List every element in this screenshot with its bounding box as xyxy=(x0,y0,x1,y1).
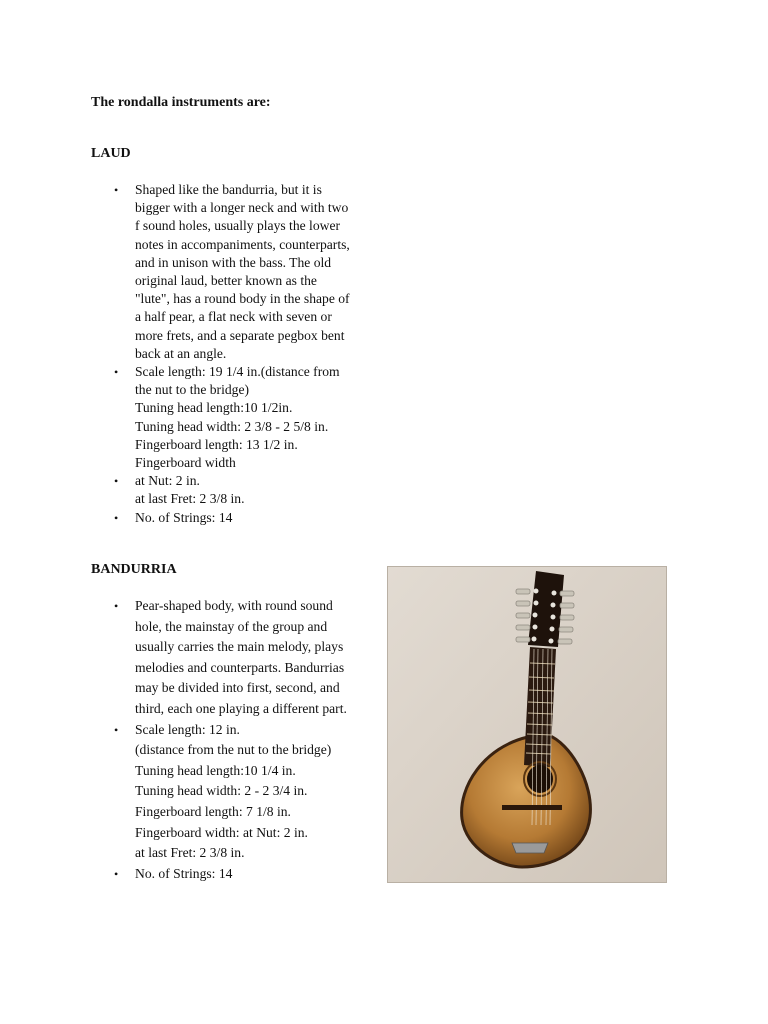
laud-nut-line: at last Fret: 2 3/8 in. xyxy=(135,491,245,507)
bandurria-spec-line: (distance from the nut to the bridge) xyxy=(135,742,332,758)
laud-desc-line: original laud, better known as the xyxy=(135,273,317,289)
bandurria-heading: BANDURRIA xyxy=(91,562,177,577)
laud-spec-line: Tuning head length:10 1/2in. xyxy=(135,400,293,416)
bandurria-desc-line: Pear-shaped body, with round sound xyxy=(135,598,333,613)
laud-desc-line: back at an angle. xyxy=(135,345,227,361)
bandurria-spec-line: Tuning head width: 2 - 2 3/4 in. xyxy=(135,783,308,799)
bullet-icon: • xyxy=(114,510,119,525)
bullet-icon: • xyxy=(114,183,119,197)
laud-desc-line: notes in accompaniments, counterparts, xyxy=(135,236,350,252)
bandurria-image xyxy=(388,567,666,882)
bandurria-strings-line: No. of Strings: 14 xyxy=(135,865,233,881)
bandurria-item-description xyxy=(114,596,347,720)
laud-strings-line: No. of Strings: 14 xyxy=(135,509,233,525)
bandurria-spec-line: Scale length: 12 in. xyxy=(135,721,240,737)
sound-hole xyxy=(527,765,553,793)
bullet-icon: • xyxy=(114,474,119,489)
tailpiece xyxy=(512,843,548,853)
bullet-icon: • xyxy=(114,599,119,613)
bandurria-spec-line: at last Fret: 2 3/8 in. xyxy=(135,845,245,861)
bandurria-photo xyxy=(387,566,667,883)
laud-list xyxy=(114,181,350,527)
laud-item-specs xyxy=(114,363,350,472)
laud-heading: LAUD xyxy=(91,146,131,161)
laud-desc-line: bigger with a longer neck and with two xyxy=(135,200,349,216)
laud-desc-line: and in unison with the bass. The old xyxy=(135,254,332,270)
bandurria-list xyxy=(114,596,347,884)
laud-desc-line: f sound holes, usually plays the lower xyxy=(135,218,341,234)
bullet-icon: • xyxy=(114,722,119,737)
bandurria-desc-line: third, each one playing a different part. xyxy=(135,700,347,716)
laud-spec-line: the nut to the bridge) xyxy=(135,382,250,398)
laud-item-description xyxy=(114,181,350,363)
bandurria-spec-line: Fingerboard length: 7 1/8 in. xyxy=(135,803,291,819)
bandurria-spec-line: Fingerboard width: at Nut: 2 in. xyxy=(135,824,308,840)
laud-spec-line: Fingerboard width xyxy=(135,455,236,471)
laud-desc-line: "lute", has a round body in the shape of xyxy=(135,291,350,307)
bandurria-desc-line: melodies and counterparts. Bandurrias xyxy=(135,659,345,675)
bandurria-item-specs xyxy=(114,720,347,864)
intro-heading: The rondalla instruments are: xyxy=(91,95,271,110)
laud-spec-line: Fingerboard length: 13 1/2 in. xyxy=(135,436,298,452)
bandurria-desc-line: hole, the mainstay of the group and xyxy=(135,618,328,634)
bandurria-desc-line: may be divided into first, second, and xyxy=(135,680,340,696)
laud-nut-line: at Nut: 2 in. xyxy=(135,473,200,489)
laud-spec-line: Tuning head width: 2 3/8 - 2 5/8 in. xyxy=(135,418,329,434)
laud-spec-line: Scale length: 19 1/4 in.(distance from xyxy=(135,364,340,380)
bullet-icon: • xyxy=(114,866,119,881)
bandurria-item-strings xyxy=(114,864,347,885)
laud-desc-line: Shaped like the bandurria, but it is xyxy=(135,182,322,197)
bandurria-desc-line: usually carries the main melody, plays xyxy=(135,639,344,655)
bandurria-spec-line: Tuning head length:10 1/4 in. xyxy=(135,762,296,778)
laud-item-strings xyxy=(114,509,350,527)
bridge xyxy=(502,805,562,810)
laud-desc-line: a half pear, a flat neck with seven or xyxy=(135,309,332,325)
laud-item-nut xyxy=(114,472,350,508)
bullet-icon: • xyxy=(114,365,119,380)
laud-desc-line: more frets, and a separate pegbox bent xyxy=(135,327,345,343)
